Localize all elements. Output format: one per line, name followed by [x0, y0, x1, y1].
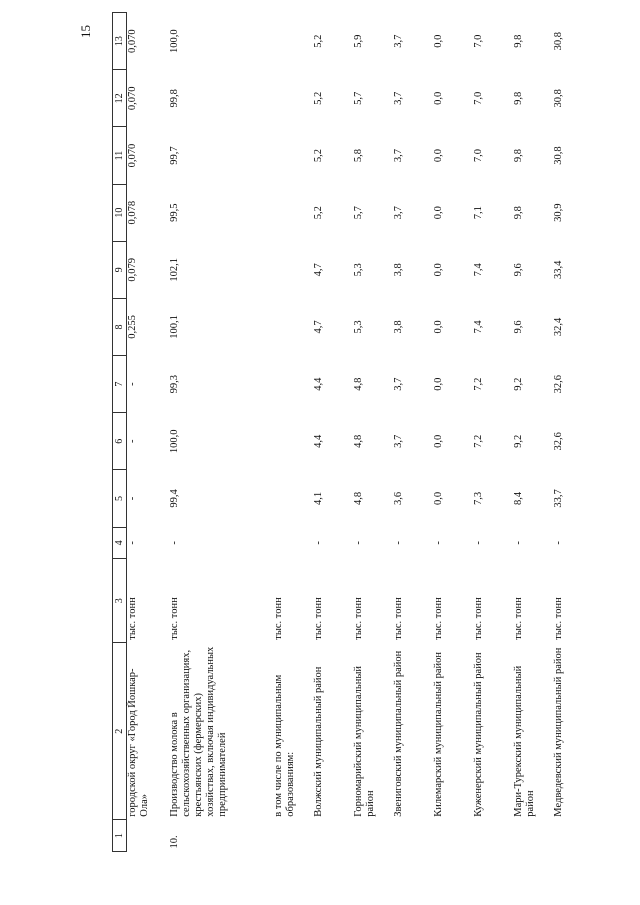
row-number — [553, 820, 593, 852]
table-row — [513, 13, 553, 852]
row-number — [353, 820, 393, 852]
value-cell: 7,3 — [472, 491, 484, 506]
value-cell: - — [472, 541, 484, 545]
value-cell: - — [392, 541, 404, 545]
value-cell: 102,1 — [168, 258, 180, 282]
value-cell: 4,4 — [312, 377, 324, 391]
unit-cell: тыс. тонн — [127, 597, 138, 640]
value-cell: - — [512, 541, 524, 545]
value-cell: 9,8 — [512, 91, 524, 105]
unit-cell: тыс. тонн — [168, 597, 180, 640]
row-number — [393, 820, 433, 852]
value-cell: 9,6 — [512, 263, 524, 277]
value-cell: 7,4 — [472, 320, 484, 334]
value-cell: 7,0 — [472, 91, 484, 105]
unit-cell: тыс. тонн — [432, 597, 444, 640]
rotated-table-container — [112, 12, 608, 852]
value-cell: 32,6 — [552, 374, 564, 394]
value-cell: 0,070 — [127, 29, 138, 53]
indicator-name: Волжский муниципальный район — [312, 666, 324, 817]
value-cell — [273, 413, 313, 470]
value-cell: 100,0 — [168, 29, 180, 53]
unit-cell: тыс. тонн — [392, 597, 404, 640]
value-cell: 3,7 — [392, 206, 404, 220]
value-cell: 7,1 — [472, 206, 484, 220]
value-cell: 0,079 — [127, 258, 138, 282]
value-cell: 4,7 — [312, 263, 324, 277]
value-cell: 0,0 — [432, 34, 444, 48]
unit-cell: тыс. тонн — [472, 597, 484, 640]
table-row — [553, 13, 593, 852]
value-cell: - — [352, 541, 364, 545]
value-cell: 0,0 — [432, 263, 444, 277]
value-cell — [273, 70, 313, 127]
value-cell: 9,8 — [512, 148, 524, 163]
unit-cell: тыс. тонн — [552, 597, 564, 640]
indicator-name: городской округ «Город Йошкар-Ола» — [127, 668, 150, 817]
header-cell: 6 — [113, 413, 127, 470]
value-cell: 9,8 — [512, 206, 524, 220]
value-cell: 0,0 — [432, 91, 444, 105]
header-cell: 13 — [113, 13, 127, 70]
value-cell: 4,8 — [352, 491, 364, 506]
unit-cell: тыс. тонн — [312, 597, 324, 640]
value-cell: 99,5 — [168, 203, 180, 222]
row-number — [433, 820, 473, 852]
value-cell: 100,0 — [168, 429, 180, 454]
header-cell: 4 — [113, 527, 127, 559]
table-row — [313, 13, 353, 852]
indicator-name: Килемарский муниципальный район — [432, 652, 444, 817]
value-cell: - — [127, 382, 138, 386]
value-cell: 99,4 — [168, 489, 180, 508]
value-cell: 5,2 — [312, 34, 324, 48]
value-cell: 0,0 — [432, 206, 444, 220]
value-cell: - — [432, 541, 444, 545]
value-cell: 9,6 — [512, 320, 524, 334]
value-cell: 99,8 — [168, 89, 180, 108]
value-cell: 0,0 — [432, 320, 444, 334]
header-cell: 9 — [113, 241, 127, 298]
value-cell: 32,4 — [552, 317, 564, 337]
value-cell: 9,2 — [512, 434, 524, 448]
value-cell — [273, 470, 313, 527]
table-row — [473, 13, 513, 852]
value-cell: 0,0 — [432, 491, 444, 506]
value-cell: 33,4 — [552, 260, 564, 280]
table-row — [169, 13, 273, 852]
value-cell: 3,7 — [392, 91, 404, 105]
row-number — [127, 820, 169, 852]
header-cell: 1 — [113, 820, 127, 852]
value-cell: 3,7 — [392, 434, 404, 448]
header-cell: 2 — [113, 643, 127, 820]
value-cell — [273, 127, 313, 184]
page-number: 15 — [78, 25, 93, 38]
value-cell: 5,3 — [352, 320, 364, 334]
value-cell: - — [127, 439, 138, 444]
value-cell: 5,2 — [312, 206, 324, 220]
unit-cell: тыс. тонн — [272, 597, 284, 640]
header-cell: 11 — [113, 127, 127, 184]
header-cell: 3 — [113, 559, 127, 643]
unit-cell: тыс. тонн — [352, 597, 364, 640]
value-cell: 5,3 — [352, 263, 364, 277]
table-body — [127, 13, 593, 852]
value-cell: 0,0 — [432, 434, 444, 448]
value-cell: 9,8 — [512, 34, 524, 48]
row-number — [313, 820, 353, 852]
value-cell: 0,0 — [432, 377, 444, 391]
header-cell: 7 — [113, 356, 127, 413]
value-cell: 4,7 — [312, 320, 324, 334]
value-cell: - — [312, 541, 324, 545]
value-cell: 7,0 — [472, 148, 484, 163]
indicator-name: Производство молока в сельскохозяйственных организациях, крестьянских (фермерских) хозяйствах, включая индивидуальных предпринимателей — [168, 646, 228, 817]
value-cell: 5,9 — [352, 34, 364, 48]
unit-cell: тыс. тонн — [512, 597, 524, 640]
value-cell: 32,6 — [552, 432, 564, 451]
value-cell: 5,8 — [352, 148, 364, 163]
value-cell: 9,2 — [512, 377, 524, 391]
value-cell: 8,4 — [512, 491, 524, 506]
value-cell: 4,4 — [312, 434, 324, 448]
value-cell: 0,070 — [127, 86, 138, 111]
row-number — [473, 820, 513, 852]
table-row — [127, 13, 169, 852]
value-cell — [273, 241, 313, 298]
value-cell: 4,8 — [352, 377, 364, 391]
value-cell: 30,9 — [552, 203, 564, 222]
indicator-name: Мари-Турекский муниципальный район — [512, 665, 536, 817]
value-cell: 3,8 — [392, 263, 404, 277]
value-cell: 4,1 — [312, 491, 324, 506]
value-cell: 5,7 — [352, 91, 364, 105]
data-table — [112, 12, 593, 852]
header-cell: 12 — [113, 70, 127, 127]
value-cell: 0,078 — [127, 200, 138, 225]
value-cell: - — [168, 541, 180, 545]
table-row — [273, 13, 313, 852]
header-cell: 10 — [113, 184, 127, 241]
value-cell: - — [127, 541, 138, 545]
value-cell: 7,2 — [472, 434, 484, 448]
indicator-name: в том числе по муниципальным образованиям: — [272, 674, 296, 817]
value-cell: 0,0 — [432, 148, 444, 163]
value-cell — [273, 356, 313, 413]
row-number — [273, 820, 313, 852]
value-cell: 7,0 — [472, 34, 484, 48]
value-cell — [273, 13, 313, 70]
value-cell: 33,7 — [552, 489, 564, 508]
value-cell: 99,7 — [168, 146, 180, 165]
indicator-name: Звениговский муниципальный район — [392, 650, 404, 817]
header-cell: 5 — [113, 470, 127, 527]
row-number: 10. — [168, 835, 180, 849]
value-cell: 3,7 — [392, 148, 404, 163]
value-cell: 7,4 — [472, 263, 484, 277]
row-number — [513, 820, 553, 852]
header-cell: 8 — [113, 298, 127, 355]
value-cell: 7,2 — [472, 377, 484, 391]
value-cell: 0,255 — [127, 315, 138, 339]
value-cell: 99,3 — [168, 374, 180, 394]
indicator-name: Медведевский муниципальный район — [552, 647, 564, 817]
value-cell: 5,2 — [312, 148, 324, 163]
value-cell — [273, 184, 313, 241]
value-cell: 3,7 — [392, 34, 404, 48]
indicator-name: Горномарийский муниципальный район — [352, 666, 376, 817]
header-row — [113, 13, 127, 852]
value-cell: 5,2 — [312, 91, 324, 105]
value-cell: 5,7 — [352, 206, 364, 220]
value-cell — [273, 527, 313, 559]
value-cell: 3,6 — [392, 491, 404, 506]
value-cell — [273, 298, 313, 355]
table-row — [393, 13, 433, 852]
table-row — [353, 13, 393, 852]
value-cell: - — [552, 541, 564, 545]
value-cell: 3,8 — [392, 320, 404, 334]
value-cell: 100,1 — [168, 315, 180, 339]
value-cell: 30,8 — [552, 31, 564, 51]
value-cell: 3,7 — [392, 377, 404, 391]
value-cell: 0,070 — [127, 143, 138, 168]
value-cell: 30,8 — [552, 146, 564, 165]
value-cell: 4,8 — [352, 434, 364, 448]
value-cell: - — [127, 496, 138, 501]
value-cell: 30,8 — [552, 89, 564, 108]
table-row — [433, 13, 473, 852]
indicator-name: Куженерский муниципальный район — [472, 652, 484, 817]
